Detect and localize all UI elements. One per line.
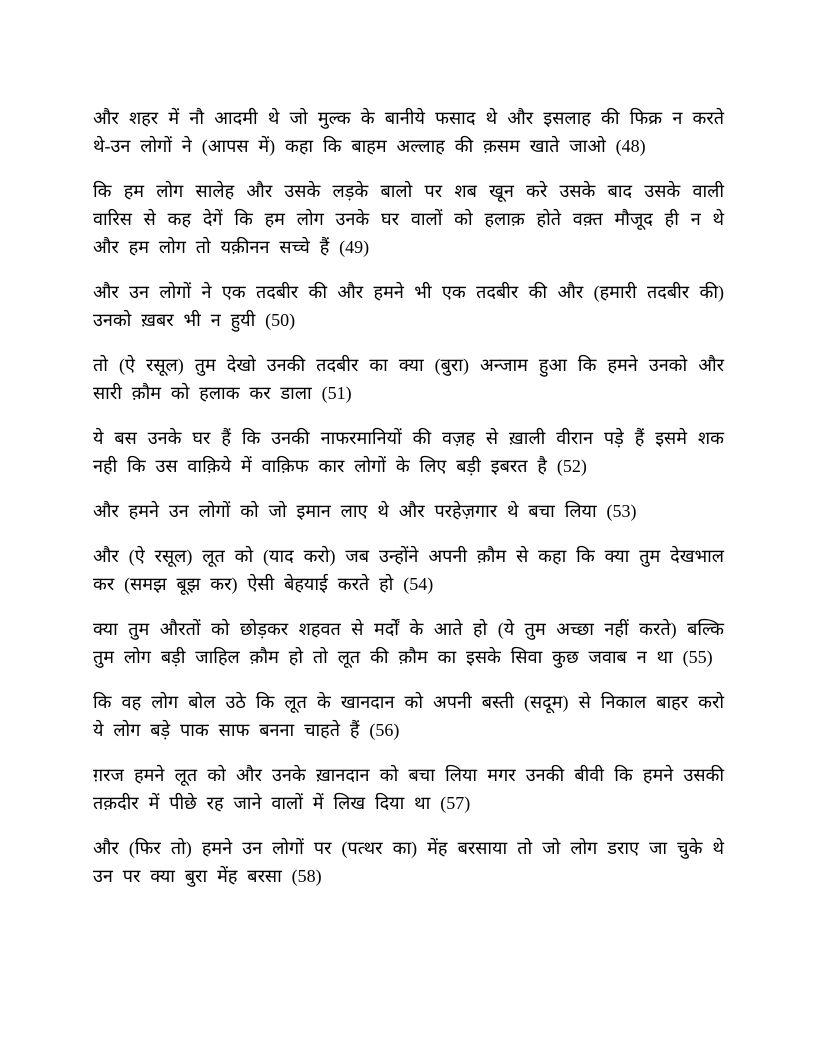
verse-paragraph-56: कि वह लोग बोल उठे कि लूत के खानदान को अपनी बस्ती (सदूम) से निकाल बाहर करो ये लोग बड़े पाक साफ बनना चाहते हैं (56) — [93, 692, 724, 740]
verse-paragraph-58: और (फिर तो) हमने उन लोगों पर (पत्थर का) मेंह बरसाया तो जो लोग डराए जा चुके थे उन पर क्या बुरा मेंह बरसा (58) — [93, 838, 724, 886]
verse-paragraph-52: ये बस उनके घर हैं कि उनकी नाफरमानियों की वज़ह से ख़ाली वीरान पड़े हैं इसमे शक नही कि उस वाक़िये में वाक़िफ कार लोगों के लिए बड़ी इबरत है (52) — [93, 428, 724, 476]
verse-paragraph-55: क्या तुम औरतों को छोड़कर शहवत से मर्दों के आते हो (ये तुम अच्छा नहीं करते) बल्कि तुम लोग बड़ी जाहिल क़ौम हो तो लूत की क़ौम का इसके सिवा कुछ जवाब न था (55) — [93, 619, 724, 667]
verse-paragraph-50: और उन लोगों ने एक तदबीर की और हमने भी एक तदबीर की और (हमारी तदबीर की) उनको ख़बर भी न हुयी (50) — [93, 282, 724, 330]
verse-paragraph-57: ग़रज हमने लूत को और उनके ख़ानदान को बचा लिया मगर उनकी बीवी कि हमने उसकी तक़दीर में पीछे रह जाने वालों में लिख दिया था (57) — [93, 765, 724, 813]
verse-paragraph-53: और हमने उन लोगों को जो इमान लाए थे और परहेज़गार थे बचा लिया (53) — [93, 501, 637, 521]
text-block — [93, 104, 724, 890]
verse-paragraph-48: और शहर में नौ आदमी थे जो मुल्क के बानीये फसाद थे और इसलाह की फिक्र न करते थे-उन लोगों ने (आपस में) कहा कि बाहम अल्लाह की क़सम खाते जाओ (48) — [93, 108, 724, 156]
verse-paragraph-49: कि हम लोग सालेह और उसके लड़के बालो पर शब खून करे उसके बाद उसके वाली वारिस से कह देगें कि हम लोग उनके घर वालों को हलाक़ होते वक़्त मौजूद ही न थे और हम लोग तो यक़ीनन सच्चे हैं (49) — [93, 181, 724, 257]
verse-paragraph-54: और (ऐ रसूल) लूत को (याद करो) जब उन्होंने अपनी क़ौम से कहा कि क्या तुम देखभाल कर (समझ बूझ कर) ऐसी बेहयाई करते हो (54) — [93, 546, 724, 594]
verse-paragraph-51: तो (ऐ रसूल) तुम देखो उनकी तदबीर का क्या (बुरा) अन्जाम हुआ कि हमने उनको और सारी क़ौम को हलाक कर डाला (51) — [93, 355, 724, 403]
